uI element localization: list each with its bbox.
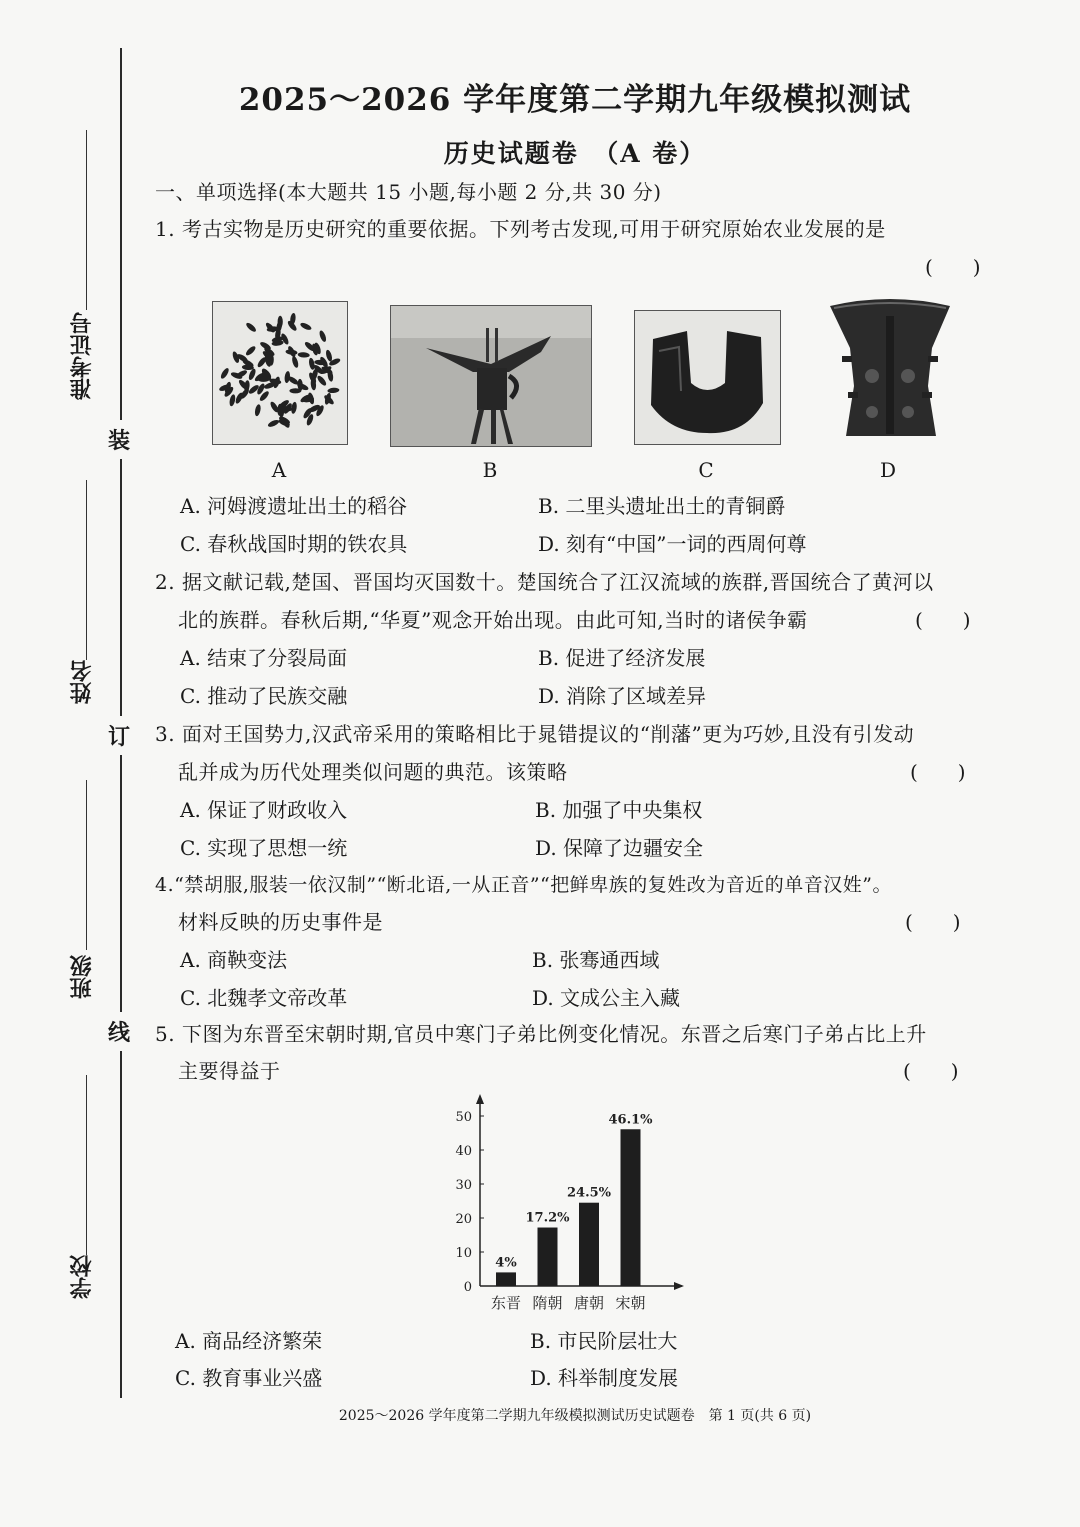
chart-category-label: 隋朝 — [532, 1294, 563, 1312]
q4-stem-line1: 4.“禁胡服,服装一依汉制”“断北语,一从正音”“把鲜卑族的复姓改为音近的单音汉姓”。 — [155, 874, 892, 896]
section-heading: 一、单项选择(本大题共 15 小题,每小题 2 分,共 30 分) — [155, 180, 662, 204]
chart-data-label: 4% — [495, 1255, 517, 1271]
rice-grain — [229, 394, 237, 407]
class-label: 班级 — [69, 955, 95, 999]
q5-answer-paren: ( ) — [903, 1059, 959, 1083]
q2-answer-paren: ( ) — [915, 608, 971, 632]
q1-option-b: B. 二里头遗址出土的青铜爵 — [538, 494, 786, 518]
chart-bar — [579, 1203, 599, 1286]
q3-option-d: D. 保障了边疆安全 — [535, 836, 704, 860]
chart-bar — [621, 1129, 641, 1286]
iron-tool-drawing — [635, 311, 780, 444]
bronze-jue-image — [390, 305, 592, 447]
rice-grain — [318, 330, 327, 343]
q2-option-b: B. 促进了经济发展 — [538, 646, 706, 670]
name-label: 姓名 — [69, 660, 95, 704]
q3-option-a: A. 保证了财政收入 — [180, 798, 348, 822]
rice-grain — [299, 321, 312, 331]
chart-category-label: 唐朝 — [573, 1294, 605, 1312]
q1-answer-paren: ( ) — [925, 255, 981, 279]
chart-y-tick-label: 50 — [455, 1110, 472, 1125]
chart-y-tick-label: 10 — [455, 1246, 472, 1261]
q4-option-b: B. 张骞通西域 — [532, 948, 660, 972]
chart-y-tick-label: 30 — [455, 1178, 472, 1193]
chart-category-label: 东晋 — [490, 1294, 522, 1312]
q4-option-c: C. 北魏孝文帝改革 — [180, 986, 348, 1010]
chart-y-tick-label: 20 — [455, 1212, 472, 1227]
rice-grain — [254, 404, 262, 417]
q5-option-b: B. 市民阶层壮大 — [530, 1329, 678, 1353]
rice-grain — [327, 387, 339, 393]
figure-label-a: A — [271, 458, 287, 482]
rice-grains-image — [212, 301, 348, 445]
q1-option-c: C. 春秋战国时期的铁农具 — [180, 532, 408, 556]
chart-y-tick-label: 0 — [463, 1280, 472, 1295]
school-underline — [86, 1075, 87, 1255]
rice-grain — [316, 374, 328, 387]
bronze-jue-drawing — [391, 306, 591, 446]
rice-grain — [291, 356, 299, 369]
q2-stem-line1: 2. 据文献记载,楚国、晋国均灭国数十。楚国统合了江汉流域的族群,晋国统合了黄河以 — [155, 570, 934, 594]
chart-bar — [496, 1272, 516, 1286]
q1-option-d: D. 刻有“中国”一词的西周何尊 — [538, 532, 807, 556]
name-underline — [86, 480, 87, 660]
rice-grain — [290, 401, 297, 414]
q4-option-a: A. 商鞅变法 — [180, 948, 288, 972]
rice-grain — [219, 367, 230, 380]
q1-option-a: A. 河姆渡遗址出土的稻谷 — [180, 494, 408, 518]
he-zun-drawing — [828, 296, 952, 444]
chart-category-label: 宋朝 — [615, 1294, 646, 1312]
q2-option-c: C. 推动了民族交融 — [180, 684, 348, 708]
he-zun-image — [828, 296, 952, 444]
school-label: 学校 — [69, 1255, 95, 1299]
q2-option-d: D. 消除了区域差异 — [538, 684, 707, 708]
q4-option-d: D. 文成公主入藏 — [532, 986, 681, 1010]
q4-answer-paren: ( ) — [905, 910, 961, 934]
iron-tool-image — [634, 310, 781, 445]
q3-stem-line2: 乱并成为历代处理类似问题的典范。该策略 — [178, 760, 568, 784]
q5-stem-line2: 主要得益于 — [178, 1059, 281, 1083]
chart-bar — [538, 1228, 558, 1286]
q3-option-c: C. 实现了思想一统 — [180, 836, 348, 860]
q2-option-a: A. 结束了分裂局面 — [180, 646, 348, 670]
rice-grain — [245, 345, 257, 357]
rice-grain — [267, 419, 280, 429]
exam-id-label: 准考证号 — [69, 312, 95, 400]
figure-label-c: C — [698, 458, 714, 482]
q3-answer-paren: ( ) — [910, 760, 966, 784]
cheer-ratio-chart — [440, 1090, 700, 1320]
q5-option-c: C. 教育事业兴盛 — [175, 1366, 323, 1390]
figure-label-d: D — [879, 458, 897, 482]
q2-stem-line2: 北的族群。春秋后期,“华夏”观念开始出现。由此可知,当时的诸侯争霸 — [178, 608, 808, 632]
q1-stem: 1. 考古实物是历史研究的重要依据。下列考古发现,可用于研究原始农业发展的是 — [155, 217, 886, 241]
figure-label-b: B — [482, 458, 498, 482]
chart-x-axis-arrow — [674, 1282, 684, 1290]
exam-title: 2025～2026 学年度第二学期九年级模拟测试 — [238, 82, 912, 118]
rice-grain — [298, 352, 310, 358]
exam-id-underline — [86, 130, 87, 310]
chart-data-label: 46.1% — [608, 1112, 653, 1128]
bind-char-ding: 订 — [108, 716, 130, 755]
q5-stem-line1: 5. 下图为东晋至宋朝时期,官员中寒门子弟比例变化情况。东晋之后寒门子弟占比上升 — [155, 1022, 927, 1046]
chart-y-axis-arrow — [476, 1094, 484, 1104]
rice-grain — [325, 349, 333, 362]
class-underline — [86, 780, 87, 950]
q3-option-b: B. 加强了中央集权 — [535, 798, 703, 822]
chart-y-tick-label: 40 — [455, 1144, 472, 1159]
bind-char-zhuang: 装 — [108, 420, 130, 459]
exam-subtitle: 历史试题卷 （A 卷） — [443, 139, 707, 168]
chart-data-label: 17.2% — [525, 1210, 570, 1226]
page-footer: 2025～2026 学年度第二学期九年级模拟测试历史试题卷 第 1 页(共 6 页) — [338, 1408, 812, 1424]
q5-option-a: A. 商品经济繁荣 — [175, 1329, 323, 1353]
q5-option-d: D. 科举制度发展 — [530, 1366, 679, 1390]
chart-data-label: 24.5% — [566, 1185, 612, 1201]
q3-stem-line1: 3. 面对王国势力,汉武帝采用的策略相比于晁错提议的“削藩”更为巧妙,且没有引发动 — [155, 722, 915, 746]
rice-grain — [245, 321, 257, 333]
rice-grains-drawing — [213, 302, 347, 444]
q4-stem-line2: 材料反映的历史事件是 — [178, 910, 383, 934]
bind-char-xian: 线 — [108, 1012, 130, 1051]
rice-grain — [278, 316, 283, 328]
